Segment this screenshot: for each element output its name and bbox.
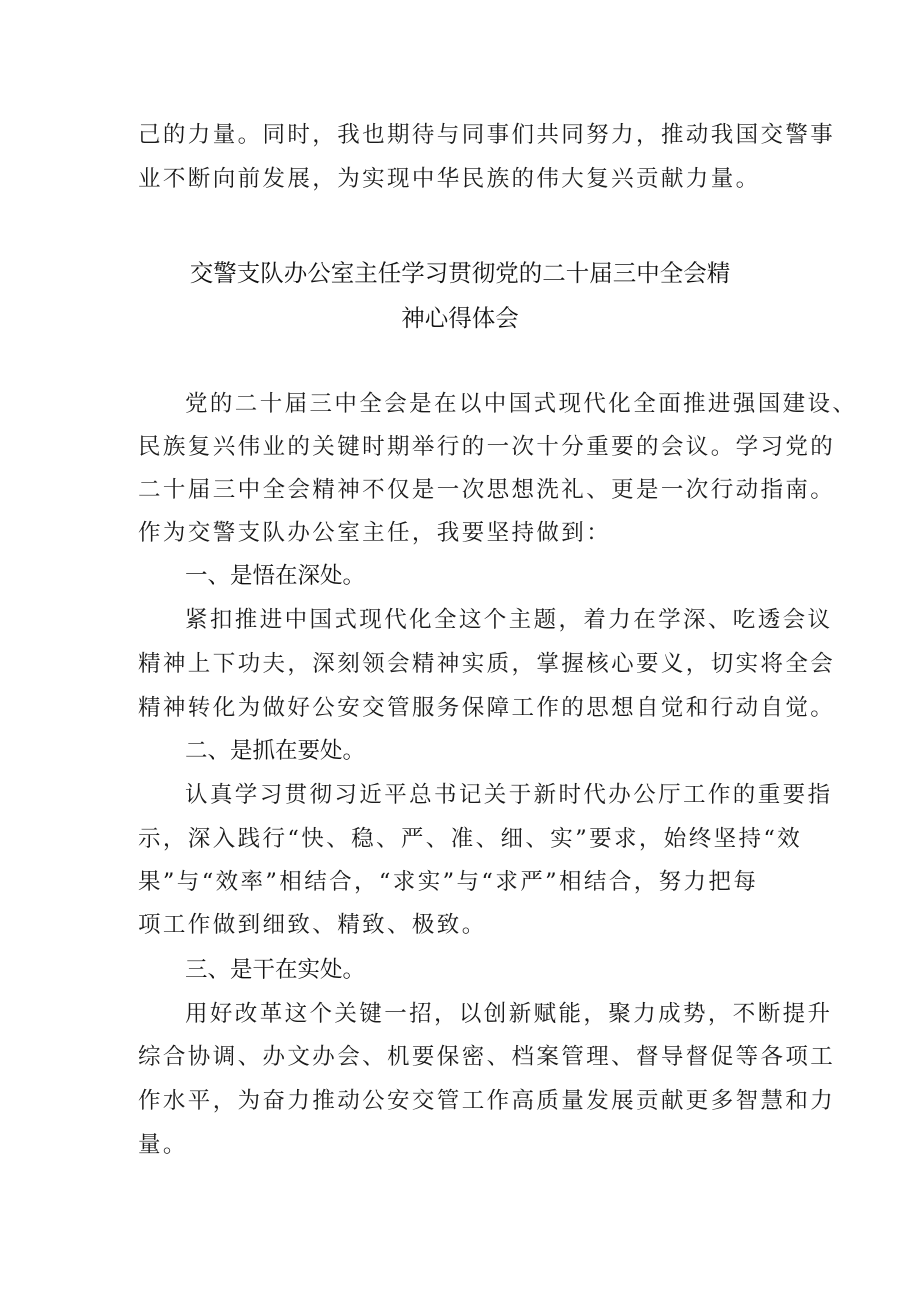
intro-line-2: 业不断向前发展，为实现中华民族的伟大复兴贡献力量。 bbox=[138, 166, 761, 192]
section-1-line-3: 精神转化为做好公安交管服务保障工作的思想自觉和行动自觉。 bbox=[138, 695, 836, 721]
document-title-line-2: 神心得体会 bbox=[401, 304, 519, 332]
section-3-heading: 三、是干在实处。 bbox=[185, 957, 366, 983]
section-3-line-4: 量。 bbox=[138, 1132, 188, 1158]
section-3-line-3: 作水平，为奋力推动公安交管工作高质量发展贡献更多智慧和力 bbox=[138, 1088, 836, 1114]
section-1-line-1: 紧扣推进中国式现代化全这个主题，着力在学深、吃透会议 bbox=[185, 607, 833, 633]
opening-line-4: 作为交警支队办公室主任，我要坚持做到： bbox=[138, 520, 612, 546]
opening-line-3: 二十届三中全会精神不仅是一次思想洗礼、更是一次行动指南。 bbox=[138, 477, 836, 503]
document-title-line-1: 交警支队办公室主任学习贯彻党的二十届三中全会精 bbox=[189, 259, 731, 287]
opening-line-1: 党的二十届三中全会是在以中国式现代化全面推进强国建设、 bbox=[185, 391, 858, 417]
section-3-line-1: 用好改革这个关键一招，以创新赋能，聚力成势，不断提升 bbox=[185, 1001, 833, 1027]
section-2-line-3: 果”与“效率”相结合，“求实”与“求严”相结合，努力把每 bbox=[138, 869, 759, 895]
section-2-line-1: 认真学习贯彻习近平总书记关于新时代办公厅工作的重要指 bbox=[185, 782, 833, 808]
section-2-line-4: 项工作做到细致、精致、极致。 bbox=[138, 912, 487, 938]
section-3-line-2: 综合协调、办文办会、机要保密、档案管理、督导督促等各项工 bbox=[138, 1044, 836, 1070]
section-1-heading: 一、是悟在深处。 bbox=[185, 563, 366, 589]
opening-line-2: 民族复兴伟业的关键时期举行的一次十分重要的会议。学习党的 bbox=[138, 434, 836, 460]
intro-line-1: 己的力量。同时，我也期待与同事们共同努力，推动我国交警事 bbox=[138, 122, 836, 148]
section-1-line-2: 精神上下功夫，深刻领会精神实质，掌握核心要义，切实将全会 bbox=[138, 651, 836, 677]
section-2-line-2: 示，深入践行“快、稳、严、准、细、实”要求，始终坚持“效 bbox=[138, 826, 803, 852]
section-2-heading: 二、是抓在要处。 bbox=[185, 738, 366, 764]
